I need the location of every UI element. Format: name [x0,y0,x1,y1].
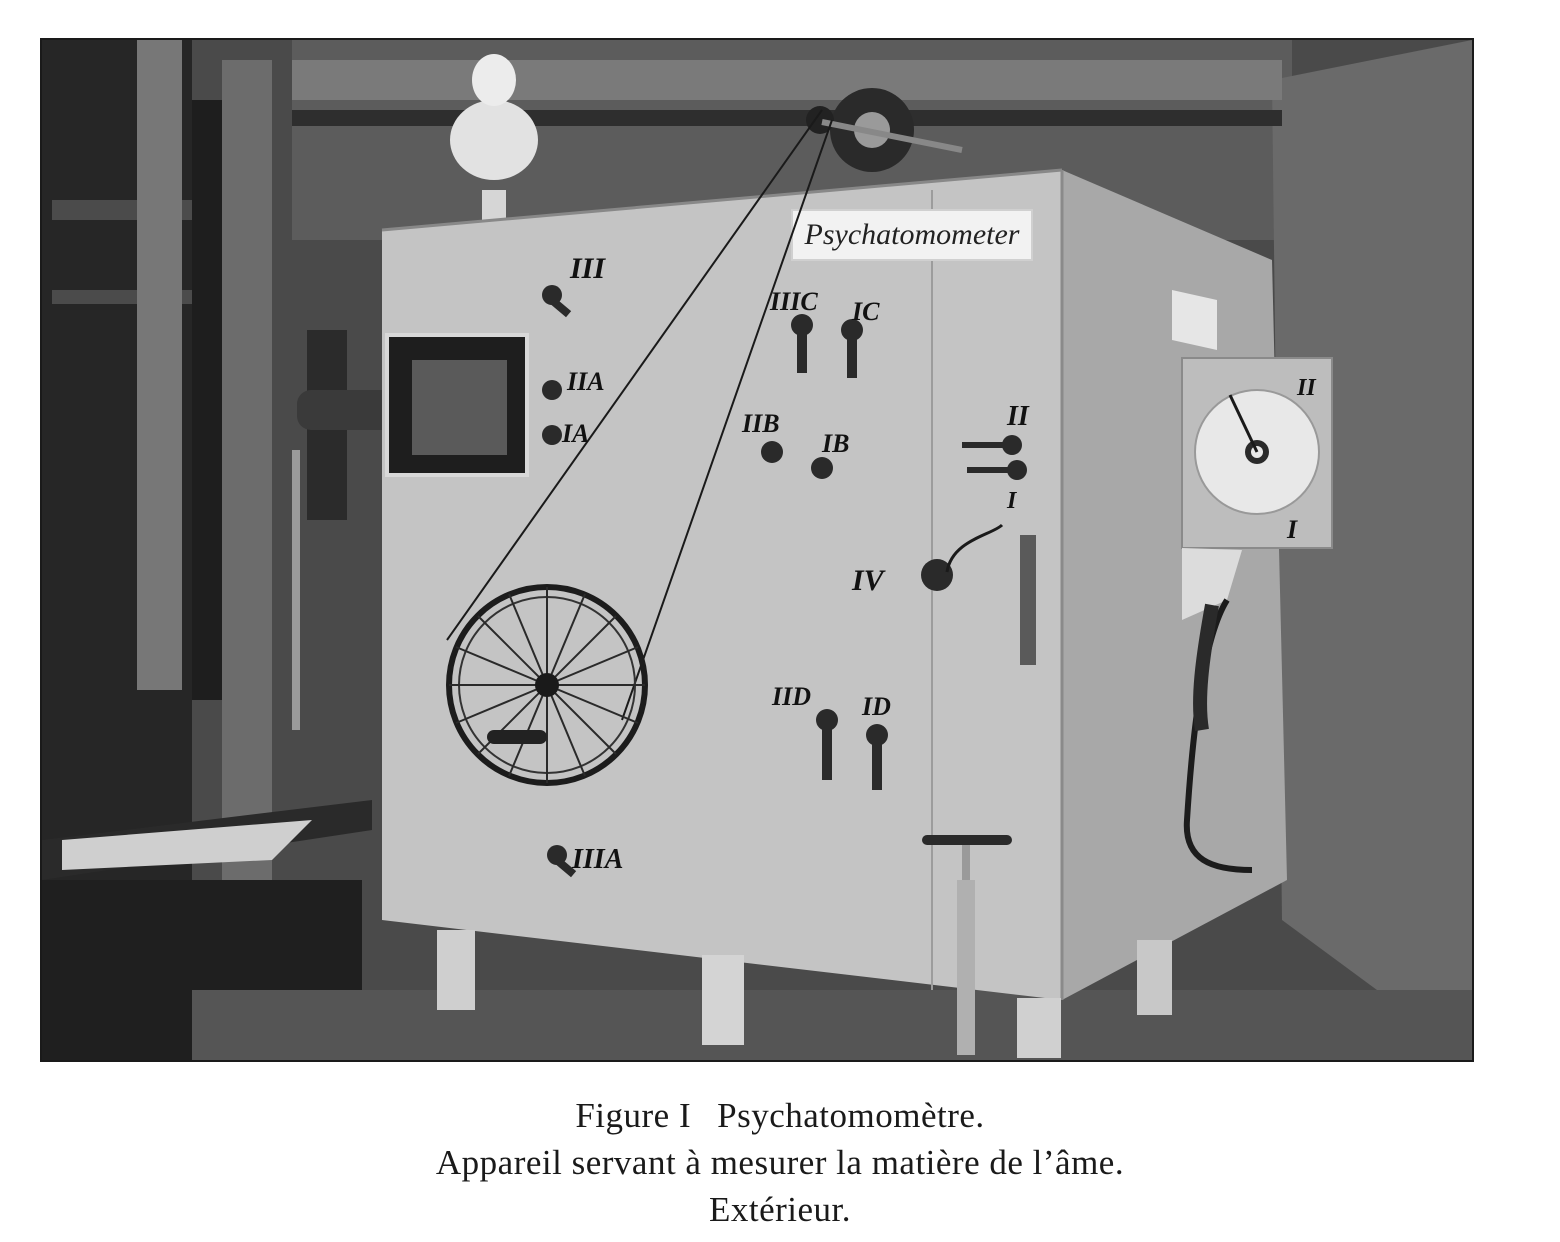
marker-iiic: IIIC [770,287,818,316]
marker-iiia: IIIA [572,844,624,875]
halftone-photograph [40,38,1474,1062]
marker-ii: II [1007,401,1029,432]
marker-ic: IC [852,297,880,326]
marker-id: ID [862,692,891,721]
caption-title-line [0,1096,1560,1136]
marker-iib: IIB [742,409,780,438]
marker-iii: III [570,252,606,285]
caption-description: Appareil servant à mesurer la matière de l’âme. [435,1143,1125,1182]
marker-i: I [1007,488,1017,514]
marker-ib: IB [822,429,850,458]
figure-number: Figure I [575,1096,692,1135]
marker-iia: IIA [567,367,605,396]
caption-subtitle: Extérieur. [708,1190,852,1229]
spoked-wheel [449,587,645,783]
marker-ia: IA [562,419,590,448]
figure-title: Psychatomomètre. [717,1096,985,1135]
marker-iid: IID [772,682,812,711]
dial-label-ii: II [1297,375,1316,401]
dial-label-i: I [1287,515,1298,544]
marker-iv: IV [852,564,884,597]
photo-drawing [42,40,1472,1060]
sign-label: Psychatomometer [804,218,1020,251]
